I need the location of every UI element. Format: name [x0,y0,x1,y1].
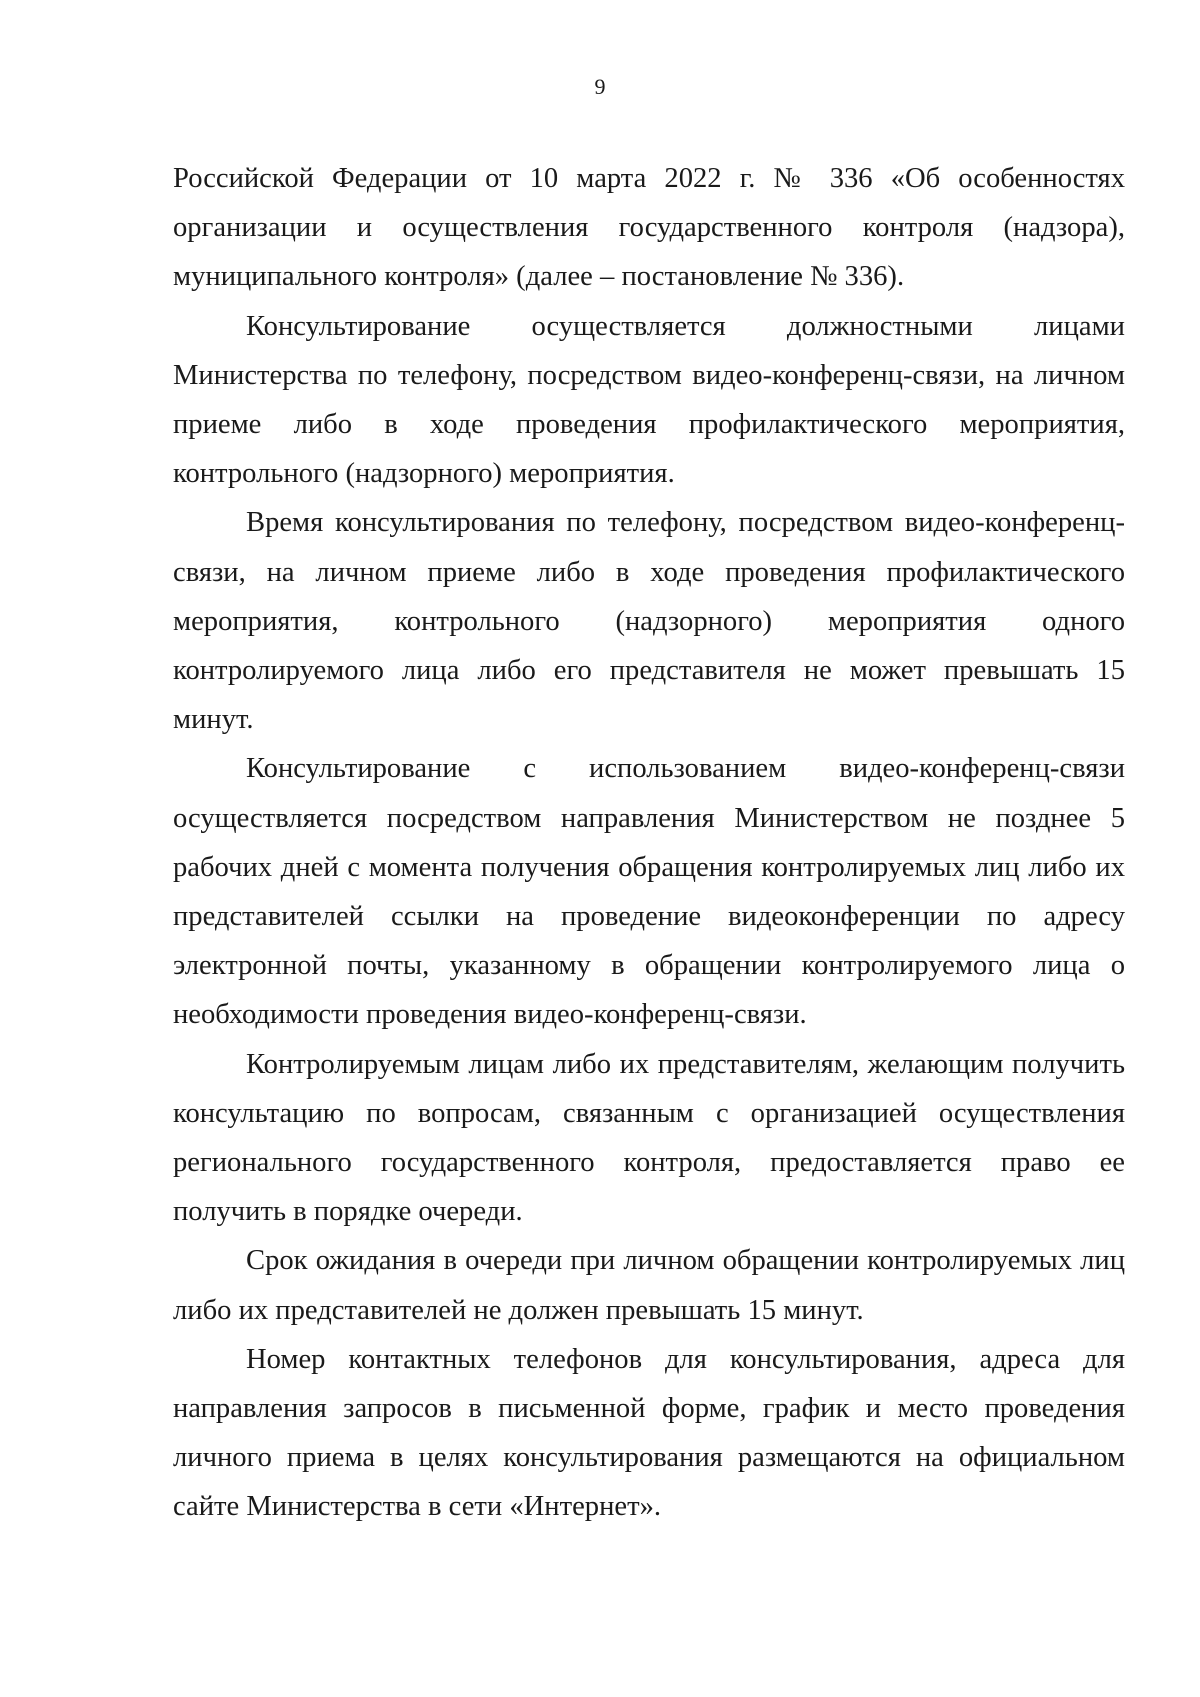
document-body [173,154,1125,1532]
paragraph-consultation-methods: Консультирование осуществляется должностными лицами Министерства по телефону, посредством видео-конференц-связи, на личном приеме либо в ходе проведения профилактического мероприятия, контрольного (надзорного) мероприятия. [173,310,1125,490]
page-number: 9 [594,74,606,99]
paragraph-queue-waiting-time: Срок ожидания в очереди при личном обращении контролируемых лиц либо их представителей не должен превышать 15 минут. [173,1245,1125,1326]
paragraph-continuation: Российской Федерации от 10 марта 2022 г. № 336 «Об особенностях организации и осуществления государственного контроля (надзора), муниципального контроля» (далее – постановление № 336). [173,163,1125,293]
paragraph-contact-information: Номер контактных телефонов для консультирования, адреса для направления запросов в письменной форме, график и место проведения личного приема в целях консультирования размещаются на официальном сайте Министерства в сети «Интернет». [173,1343,1125,1523]
paragraph-queue-right: Контролируемым лицам либо их представителям, желающим получить консультацию по вопросам, связанным с организацией осуществления регионального государственного контроля, предоставляется право ее получить в порядке очереди. [173,1048,1125,1228]
paragraph-consultation-time: Время консультирования по телефону, посредством видео-конференц-связи, на личном приеме либо в ходе проведения профилактического мероприятия, контрольного (надзорного) мероприятия одного контролируемого лица либо его представителя не может превышать 15 минут. [173,507,1125,736]
paragraph-video-conference: Консультирование с использованием видео-конференц-связи осуществляется посредством направления Министерством не позднее 5 рабочих дней с момента получения обращения контролируемых лиц либо их представителей ссылки на проведение видеоконференции по адресу электронной почты, указанному в обращении контролируемого лица о необходимости проведения видео-конференц-связи. [173,753,1125,1031]
